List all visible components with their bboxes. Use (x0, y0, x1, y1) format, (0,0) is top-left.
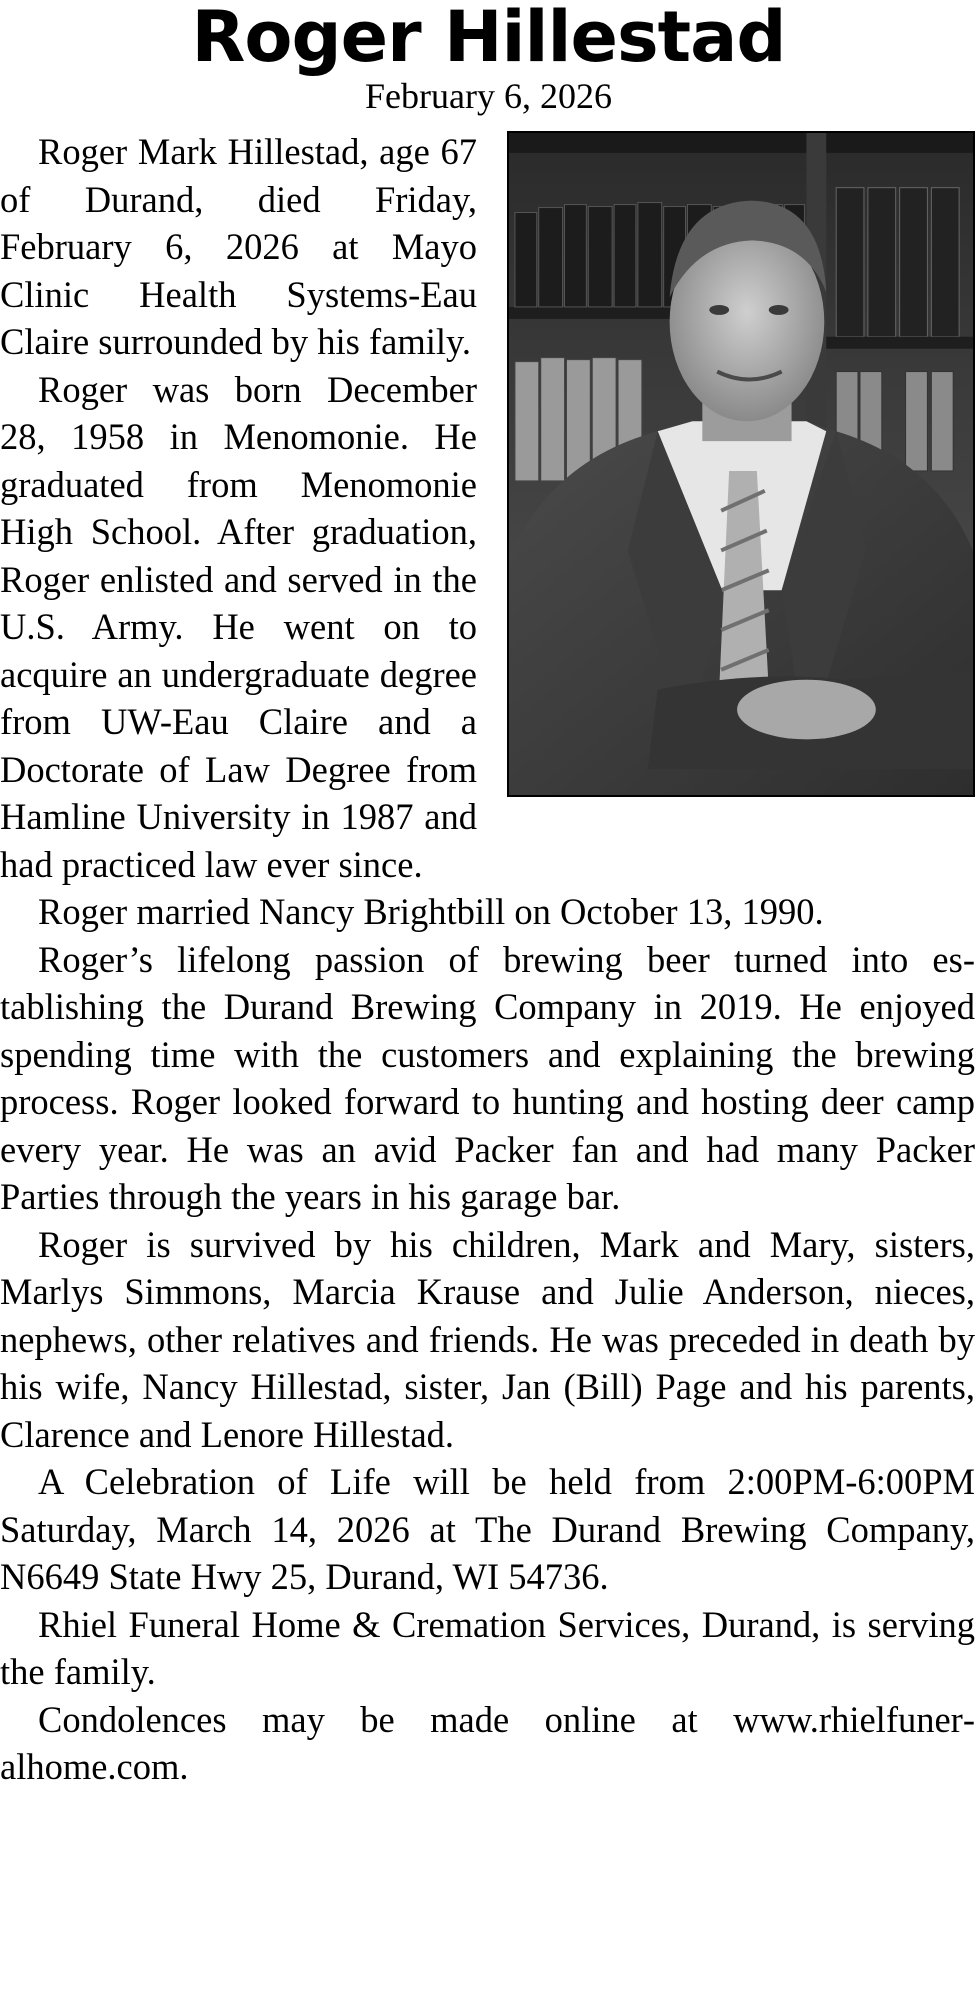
paragraph-death: Roger Mark Hillestad, age 67 of Durand, died Friday, February 6, 2026 at Mayo Clinic Health Systems-Eau Claire surrounded by his family. (0, 131, 477, 362)
obituary-body (0, 128, 977, 1791)
portrait-photo-icon (509, 133, 973, 795)
obituary-date: February 6, 2026 (365, 76, 612, 116)
portrait-photo (507, 131, 975, 797)
paragraph-passion: Roger’s lifelong passion of brewing beer turned into establishing the Durand Brewing Company in 2019. He enjoyed spending time with the customers and explaining the brewing process. Roger looked forward to hunting and hosting deer camp every year. He was an avid Packer fan and had many Packer Parties through the years in his garage bar. (0, 938, 975, 1217)
obituary-name: Roger Hillestad (191, 0, 786, 78)
paragraph-funeral-home: Rhiel Funeral Home & Cremation Services, Durand, is serving the family. (0, 1603, 975, 1692)
paragraph-survivors: Roger is survived by his children, Mark and Mary, sisters, Marlys Simmons, Marcia Krause and Julie Anderson, nieces, nephews, other relatives and friends. He was preceded in death by his wife, Nancy Hillestad, sister, Jan (Bill) Page and his parents, Clarence and Lenore Hillestad. (0, 1223, 975, 1455)
paragraph-condolences: Condolences may be made online at www.rhielfuneralhome.com. (0, 1698, 975, 1787)
paragraph-life: Roger was born December 28, 1958 in Menomonie. He graduated from Menomonie High School. After graduation, Roger enlisted and served in the U.S. Army. He went on to acquire an undergraduate degree from UW-Eau Claire and a Doctorate of Law Degree from Hamline University in 1987 and had practiced law ever since. (0, 368, 477, 885)
paragraph-celebration: A Celebration of Life will be held from 2:00PM-6:00PM Saturday, March 14, 2026 at The Durand Brewing Company, N6649 State Hwy 25, Durand, WI 54736. (0, 1461, 975, 1597)
paragraph-marriage: Roger married Nancy Brightbill on October 13, 1990. (38, 891, 824, 932)
